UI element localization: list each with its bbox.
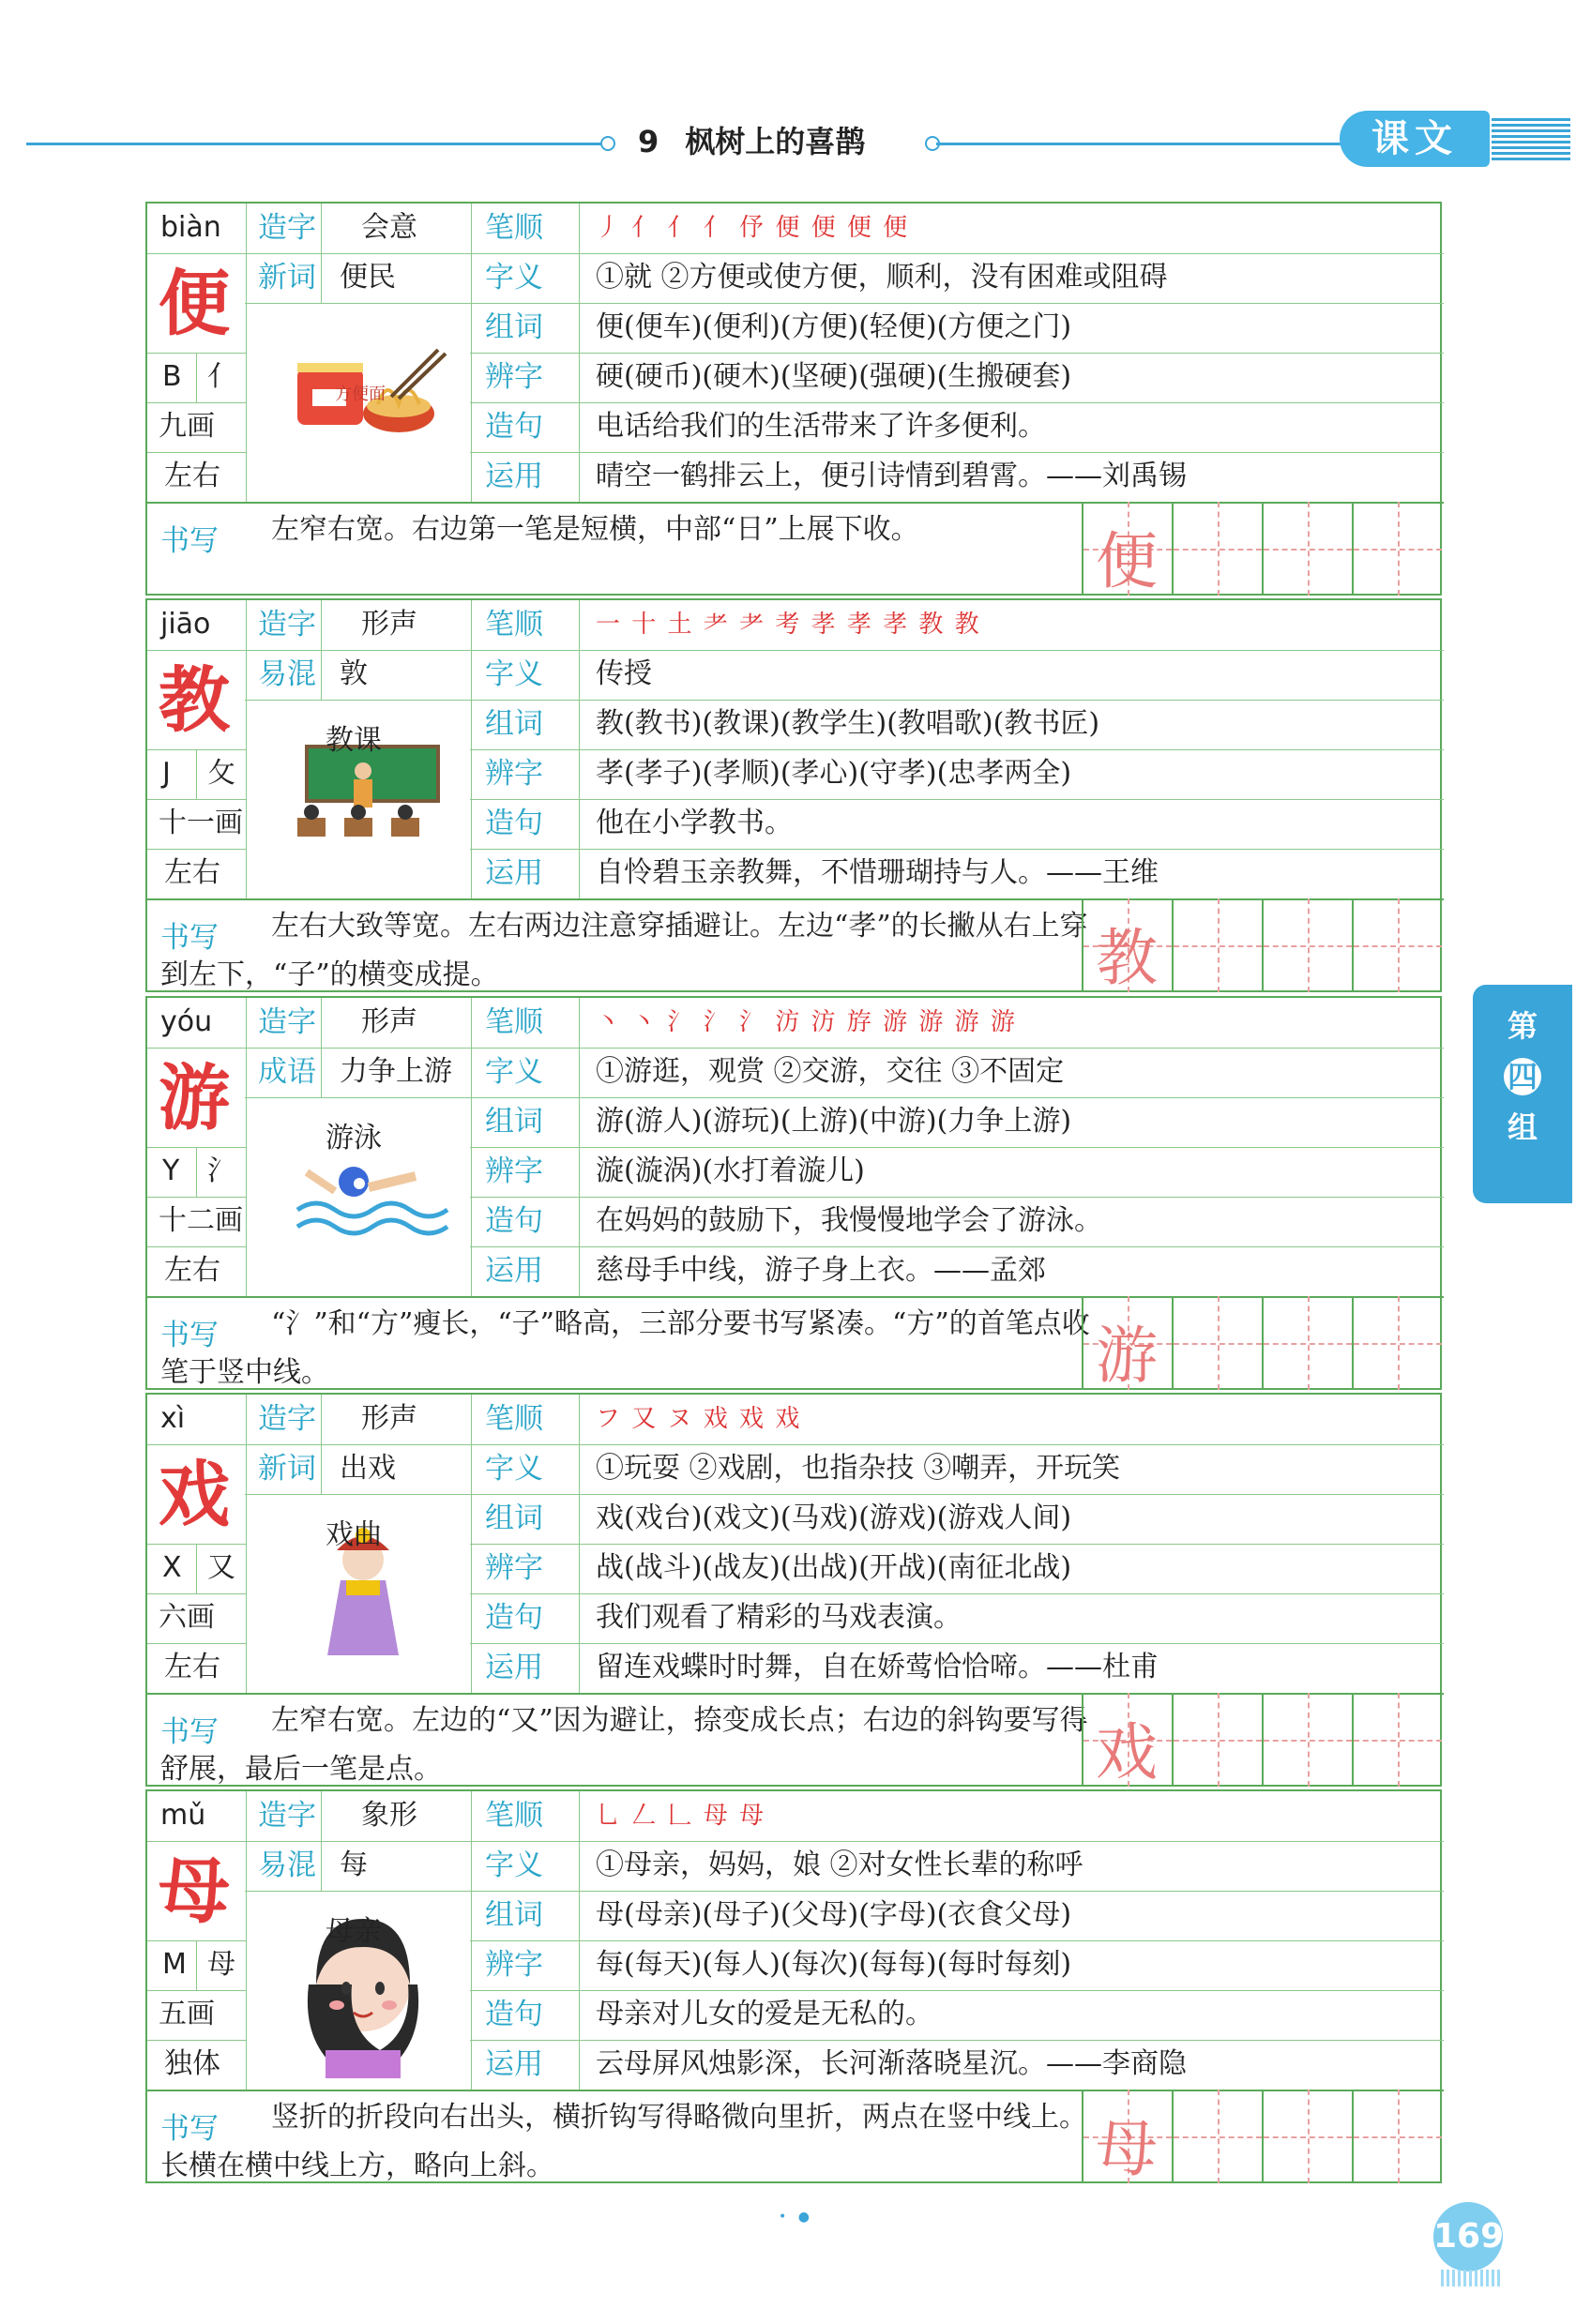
writing-label: 书写 <box>160 1715 219 1749</box>
writing-label: 书写 <box>160 1319 219 1352</box>
poem-usage-label: 运用 <box>485 1254 543 1288</box>
row-divider <box>147 650 1444 651</box>
meaning-value: ①就 ②方便或使方便，顺利，没有困难或阻碍 <box>596 261 1168 294</box>
distinguish-chars-value: 每(每天)(每人)(每次)(每每)(每时每刻) <box>596 1948 1072 1981</box>
page-dots-decoration: • ● <box>779 2210 813 2225</box>
writing-guidance: 左窄右宽。左边的“又”因为避让，捺变成长点；右边的斜钩要写得舒展，最后一笔是点。 <box>160 1704 1088 1786</box>
character-entry-1 <box>145 202 1442 596</box>
word-groups-value: 便(便车)(便利)(方便)(轻便)(方便之门) <box>596 310 1072 343</box>
stroke-order-label: 笔顺 <box>485 608 543 641</box>
practice-grid <box>1082 2090 1442 2183</box>
practice-grid <box>1082 502 1442 596</box>
distinguish-chars-label: 辨字 <box>485 360 543 394</box>
writing-label: 书写 <box>160 921 219 955</box>
practice-cell <box>1262 1296 1352 1390</box>
meaning-label: 字义 <box>485 657 543 691</box>
col-divider-pic <box>321 600 322 700</box>
picture-label: 方便面 <box>335 385 386 404</box>
row-divider <box>147 1444 1444 1445</box>
stroke-count: 五画 <box>159 1998 215 2030</box>
pinyin: yóu <box>160 1005 213 1038</box>
practice-cell <box>1262 502 1352 596</box>
side-tab-line2: 四 <box>1504 1058 1541 1095</box>
structure: 左右 <box>164 856 220 889</box>
col-divider-label <box>579 1791 580 2090</box>
practice-cell <box>1172 898 1262 992</box>
col-divider-initial <box>196 1940 197 1990</box>
practice-grid <box>1082 898 1442 992</box>
stroke-order-value: フ 又 ヌ 戏 戏 戏 <box>596 1405 802 1433</box>
initial-letter: M <box>162 1948 187 1981</box>
meaning-value: ①母亲，妈妈，娘 ②对女性长辈的称呼 <box>596 1849 1083 1881</box>
row2-label: 新词 <box>258 1452 316 1486</box>
stroke-order-value: 丶 丶 氵 氵 氵 汸 汸 斿 游 游 游 游 <box>596 1008 1017 1036</box>
col-divider-pic <box>321 1395 322 1494</box>
picture-label: 教课 <box>326 724 382 757</box>
practice-cell <box>1172 1296 1262 1390</box>
header-rule-left-dot <box>600 136 615 151</box>
col-divider-mid <box>471 204 472 502</box>
practice-cell <box>1352 2090 1442 2183</box>
distinguish-chars-label: 辨字 <box>485 1948 543 1982</box>
practice-grid <box>1082 1693 1442 1787</box>
poem-usage-label: 运用 <box>485 2047 543 2081</box>
practice-grid <box>1082 1296 1442 1390</box>
distinguish-chars-value: 孝(孝子)(孝顺)(孝心)(守孝)(忠孝两全) <box>596 757 1072 790</box>
col-divider-pic <box>321 1791 322 1891</box>
writing-guidance: “氵”和“方”瘦长，“子”略高，三部分要书写紧凑。“方”的首笔点收笔于竖中线。 <box>160 1307 1090 1389</box>
practice-sample-char: 便 <box>1096 525 1158 597</box>
structure: 左右 <box>164 1254 220 1287</box>
writing-guidance: 竖折的折段向右出头，横折钩写得略微向里折，两点在竖中线上。长横在横中线上方，略向上斜。 <box>160 2101 1087 2182</box>
practice-cell <box>1352 502 1442 596</box>
row2-value: 力争上游 <box>340 1055 452 1088</box>
writing-label: 书写 <box>160 524 219 558</box>
character-entry-2 <box>145 598 1442 992</box>
practice-cell <box>1352 898 1442 992</box>
stroke-order-label: 笔顺 <box>485 1005 543 1039</box>
practice-sample-char: 游 <box>1096 1320 1158 1392</box>
col-divider-pic <box>321 998 322 1097</box>
section-tag: 课文 <box>1340 111 1490 167</box>
pinyin: biàn <box>160 211 221 244</box>
stroke-count: 十一画 <box>159 807 243 839</box>
col-divider-initial <box>196 1147 197 1197</box>
practice-sample-char: 教 <box>1096 922 1158 994</box>
col-divider-mid <box>471 998 472 1296</box>
col-divider-label <box>579 204 580 502</box>
word-groups-label: 组词 <box>485 1898 543 1932</box>
row-divider <box>147 253 1444 254</box>
stroke-order-label: 笔顺 <box>485 1402 543 1436</box>
initial-letter: B <box>162 360 182 393</box>
radical: 又 <box>207 1551 235 1584</box>
meaning-value: ①游逛，观赏 ②交游，交往 ③不固定 <box>596 1055 1065 1088</box>
poem-usage-value: 慈母手中线，游子身上衣。——孟郊 <box>596 1254 1046 1287</box>
row2-value: 每 <box>340 1849 368 1881</box>
poem-usage-value: 云母屏风烛影深，长河渐落晓星沉。——李商隐 <box>596 2047 1187 2080</box>
character-entry-3 <box>145 996 1442 1390</box>
distinguish-chars-value: 漩(漩涡)(水打着漩儿) <box>596 1154 865 1187</box>
example-sentence-label: 造句 <box>485 410 543 444</box>
side-tab-line1: 第 <box>1507 1008 1538 1044</box>
distinguish-chars-label: 辨字 <box>485 1551 543 1585</box>
big-character: 便 <box>159 262 230 345</box>
word-groups-value: 教(教书)(教课)(教学生)(教唱歌)(教书匠) <box>596 707 1100 740</box>
writing-guidance: 左窄右宽。右边第一笔是短横，中部“日”上展下收。 <box>271 513 919 546</box>
formation-value: 象形 <box>361 1799 417 1832</box>
word-groups-label: 组词 <box>485 1105 543 1139</box>
formation-label: 造字 <box>258 608 316 641</box>
col-divider-pic <box>321 204 322 303</box>
practice-cell <box>1352 1296 1442 1390</box>
header-rule-right <box>936 143 1349 145</box>
stroke-count: 九画 <box>159 410 215 443</box>
formation-label: 造字 <box>258 211 316 245</box>
distinguish-chars-label: 辨字 <box>485 757 543 791</box>
structure: 左右 <box>164 460 220 492</box>
poem-usage-label: 运用 <box>485 856 543 890</box>
picture-label: 戏曲 <box>326 1518 382 1551</box>
formation-value: 形声 <box>361 608 417 641</box>
big-character: 母 <box>159 1849 230 1933</box>
meaning-value: ①玩耍 ②戏剧，也指杂技 ③嘲弄，开玩笑 <box>596 1452 1121 1485</box>
row2-label: 新词 <box>258 261 316 294</box>
example-sentence-value: 我们观看了精彩的马戏表演。 <box>596 1601 962 1634</box>
row-divider <box>147 1048 1444 1049</box>
example-sentence-value: 在妈妈的鼓励下，我慢慢地学会了游泳。 <box>596 1204 1102 1237</box>
pinyin: mǔ <box>160 1799 206 1832</box>
big-character: 教 <box>159 658 230 742</box>
formation-label: 造字 <box>258 1402 316 1436</box>
meaning-label: 字义 <box>485 261 543 294</box>
picture-label: 游泳 <box>326 1122 382 1154</box>
poem-usage-label: 运用 <box>485 1651 543 1684</box>
tag-stripes-decoration <box>1492 118 1570 161</box>
lesson-name: 枫树上的喜鹊 <box>685 124 866 159</box>
formation-label: 造字 <box>258 1005 316 1039</box>
practice-cell <box>1262 2090 1352 2183</box>
word-groups-value: 戏(戏台)(戏文)(马戏)(游戏)(游戏人间) <box>596 1502 1072 1534</box>
radical: 母 <box>207 1948 235 1981</box>
row2-label: 易混 <box>258 657 316 691</box>
row2-value: 敦 <box>340 657 368 690</box>
word-groups-value: 游(游人)(游玩)(上游)(中游)(力争上游) <box>596 1105 1072 1138</box>
example-sentence-label: 造句 <box>485 1998 543 2031</box>
structure: 独体 <box>164 2047 220 2080</box>
meaning-value: 传授 <box>596 657 652 690</box>
side-tab-line3: 组 <box>1507 1109 1538 1145</box>
col-divider-initial <box>196 353 197 402</box>
row2-value: 便民 <box>340 261 396 294</box>
page-number-decoration <box>1441 2270 1501 2286</box>
col-divider-mid <box>471 1791 472 2090</box>
poem-usage-value: 晴空一鹤排云上，便引诗情到碧霄。——刘禹锡 <box>596 460 1187 492</box>
practice-cell <box>1262 898 1352 992</box>
example-sentence-value: 他在小学教书。 <box>596 807 793 839</box>
poem-usage-value: 自怜碧玉亲教舞，不惜珊瑚持与人。——王维 <box>596 856 1159 889</box>
radical: 攵 <box>207 757 235 790</box>
word-groups-label: 组词 <box>485 707 543 741</box>
example-sentence-label: 造句 <box>485 1204 543 1238</box>
meaning-label: 字义 <box>485 1849 543 1882</box>
unit-side-tab <box>1473 985 1572 1203</box>
row2-value: 出戏 <box>340 1452 396 1485</box>
character-entry-5 <box>145 1789 1442 2183</box>
poem-usage-label: 运用 <box>485 460 543 493</box>
word-groups-label: 组词 <box>485 310 543 344</box>
col-divider-label <box>579 998 580 1296</box>
word-groups-label: 组词 <box>485 1502 543 1535</box>
character-entry-4 <box>145 1393 1442 1787</box>
row2-label: 成语 <box>258 1055 316 1089</box>
lesson-title <box>638 118 865 161</box>
practice-cell <box>1172 1693 1262 1787</box>
pinyin: jiāo <box>160 608 211 641</box>
col-divider-initial <box>196 749 197 799</box>
col-divider-label <box>579 1395 580 1693</box>
pinyin: xì <box>160 1402 186 1435</box>
stroke-order-value: 丿 亻 亻 亻 伃 便 便 便 便 <box>596 214 910 242</box>
practice-sample-char: 戏 <box>1096 1716 1158 1788</box>
col-divider-mid <box>471 600 472 898</box>
stroke-count: 六画 <box>159 1601 215 1634</box>
structure: 左右 <box>164 1651 220 1683</box>
word-groups-value: 母(母亲)(母子)(父母)(字母)(衣食父母) <box>596 1898 1072 1931</box>
example-sentence-label: 造句 <box>485 807 543 840</box>
stroke-count: 十二画 <box>159 1204 243 1237</box>
initial-letter: Y <box>162 1154 180 1187</box>
distinguish-chars-value: 战(战斗)(战友)(出战)(开战)(南征北战) <box>596 1551 1072 1584</box>
stroke-order-value: 乚 𠃋 𠃊 母 母 <box>596 1802 766 1830</box>
page-number: 169 <box>1433 2202 1503 2271</box>
stroke-order-label: 笔顺 <box>485 211 543 245</box>
noodle-bowl-icon <box>288 331 457 500</box>
stroke-order-label: 笔顺 <box>485 1799 543 1833</box>
practice-cell <box>1352 1693 1442 1787</box>
writing-guidance: 左右大致等宽。左右两边注意穿插避让。左边“孝”的长撇从右上穿到左下，“子”的横变成提。 <box>160 910 1088 991</box>
practice-cell <box>1172 502 1262 596</box>
example-sentence-value: 母亲对儿女的爱是无私的。 <box>596 1998 933 2030</box>
initial-letter: X <box>162 1551 182 1584</box>
writing-label: 书写 <box>160 2112 219 2146</box>
radical: 亻 <box>207 360 235 393</box>
practice-cell <box>1172 2090 1262 2183</box>
lesson-number: 9 <box>638 124 659 159</box>
example-sentence-label: 造句 <box>485 1601 543 1635</box>
poem-usage-value: 留连戏蝶时时舞，自在娇莺恰恰啼。——杜甫 <box>596 1651 1159 1683</box>
row2-label: 易混 <box>258 1849 316 1882</box>
col-divider-initial <box>196 1544 197 1593</box>
practice-sample-char: 母 <box>1096 2113 1158 2185</box>
formation-label: 造字 <box>258 1799 316 1833</box>
big-character: 戏 <box>159 1453 230 1536</box>
formation-value: 形声 <box>361 1402 417 1435</box>
distinguish-chars-label: 辨字 <box>485 1154 543 1188</box>
col-divider-mid <box>471 1395 472 1693</box>
big-character: 游 <box>159 1056 230 1139</box>
col-divider-label <box>579 600 580 898</box>
meaning-label: 字义 <box>485 1055 543 1089</box>
header-rule-left <box>26 143 608 145</box>
meaning-label: 字义 <box>485 1452 543 1486</box>
formation-value: 会意 <box>361 211 417 244</box>
picture-label: 母亲 <box>326 1915 382 1948</box>
distinguish-chars-value: 硬(硬币)(硬木)(坚硬)(强硬)(生搬硬套) <box>596 360 1072 393</box>
stroke-order-value: 一 十 土 耂 耂 考 孝 孝 孝 教 教 <box>596 611 981 639</box>
practice-cell <box>1262 1693 1352 1787</box>
example-sentence-value: 电话给我们的生活带来了许多便利。 <box>596 410 1046 443</box>
row-divider <box>147 1841 1444 1842</box>
formation-value: 形声 <box>361 1005 417 1038</box>
initial-letter: J <box>162 757 171 790</box>
radical: 氵 <box>207 1154 235 1187</box>
